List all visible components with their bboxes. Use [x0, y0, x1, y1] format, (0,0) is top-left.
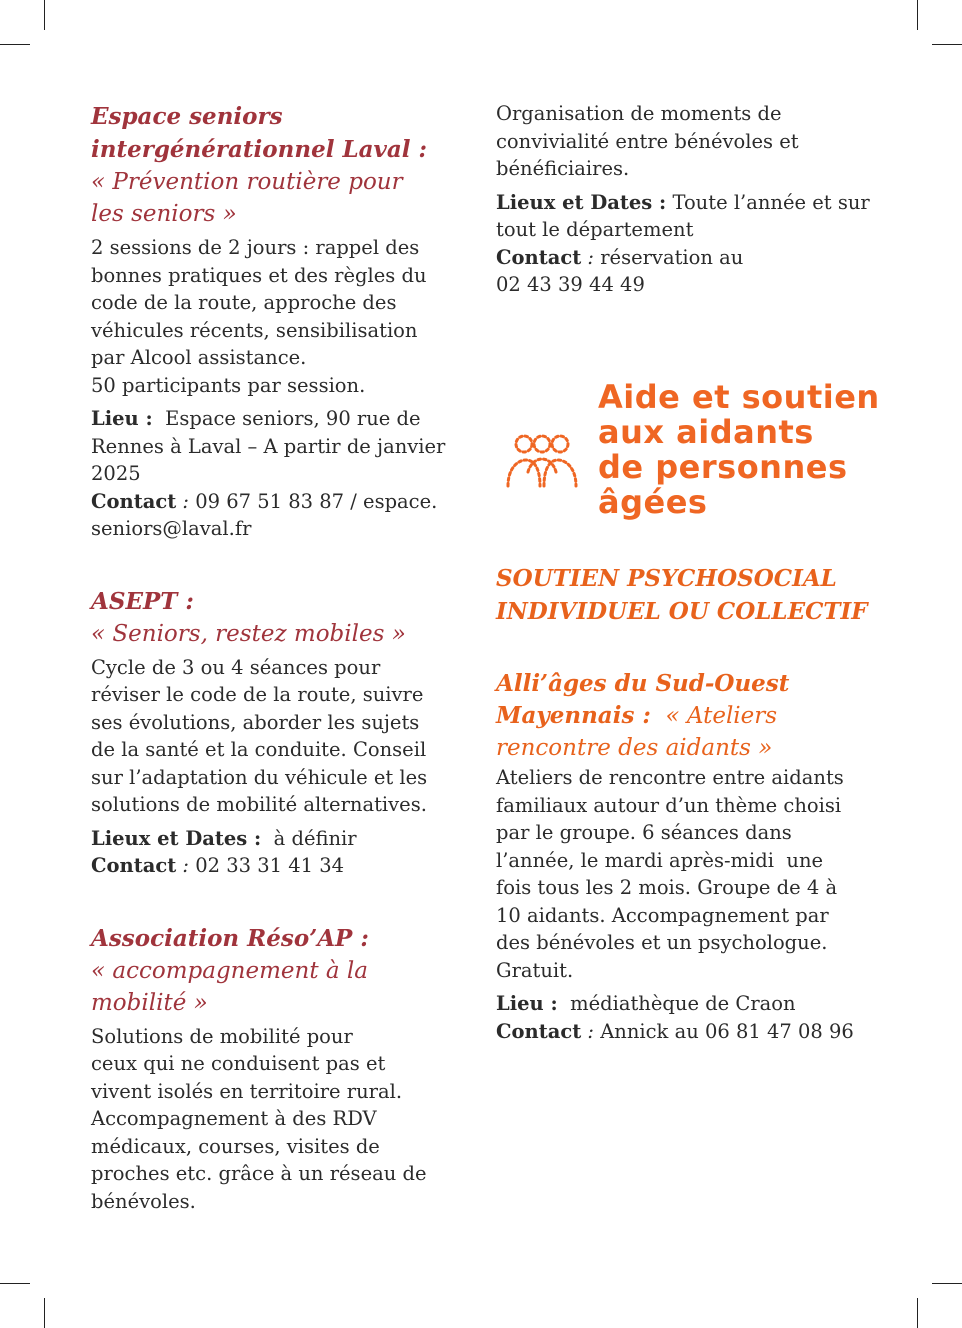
text-line: fois tous les 2 mois. Groupe de 4 à	[496, 876, 838, 899]
espace-title	[91, 100, 466, 166]
text-line: sur l’adaptation du véhicule et les	[91, 765, 428, 789]
text-line: ses évolutions, aborder les sujets	[91, 710, 420, 734]
text-line: véhicules récents, sensibilisation	[91, 318, 418, 342]
crop-mark	[0, 44, 30, 45]
espace-seniors-block	[91, 100, 466, 543]
alliages-info	[496, 990, 876, 1045]
lieux-label: Lieux et Dates :	[91, 826, 262, 850]
alliages-title-line2: Mayennais :	[496, 702, 651, 729]
text-line: bénévoles.	[91, 1189, 196, 1213]
espace-title-line2: intergénérationnel Laval :	[91, 136, 428, 163]
crop-mark	[44, 0, 45, 30]
reso-title: Association Réso’AP :	[91, 924, 369, 952]
contact-sep: :	[581, 1019, 601, 1043]
text-line: 50 participants par session.	[91, 373, 366, 397]
contact-label: Contact	[496, 245, 582, 269]
reso-subtitle-line1: « accompagnement à la	[91, 957, 368, 984]
text-line: 10 aidants. Accompagnement par	[496, 903, 829, 927]
text-line: Organisation de moments de	[496, 102, 782, 125]
text-line: Accompagnement à des RDV	[91, 1107, 377, 1130]
section-title-line: Aide et soutien	[598, 378, 880, 416]
espace-description	[91, 234, 466, 399]
espace-subtitle	[91, 166, 466, 230]
right-top-info	[496, 189, 876, 299]
alliages-description	[496, 764, 876, 984]
text-line: ceux qui ne conduisent pas et	[91, 1052, 386, 1075]
asept-block	[91, 585, 466, 880]
contact-phone: 02 43 39 44 49	[496, 273, 645, 296]
text-line: convivialité entre bénévoles et	[496, 129, 799, 153]
asept-title: ASEPT :	[91, 587, 194, 615]
text-line: réviser le code de la route, suivre	[91, 683, 424, 706]
alliages-subtitle-line2: rencontre des aidants »	[496, 735, 773, 761]
text-line: médicaux, courses, visites de	[91, 1134, 380, 1158]
contact-value: réservation au	[600, 245, 744, 269]
lieu-label: Lieu :	[91, 407, 153, 430]
contact-sep: :	[176, 854, 196, 877]
subsection-line: SOUTIEN PSYCHOSOCIAL	[496, 565, 837, 592]
alliages-block	[496, 668, 876, 1045]
espace-title-line1: Espace seniors	[91, 103, 283, 130]
crop-mark	[44, 1298, 45, 1328]
espace-subtitle-line1: « Prévention routière pour	[91, 169, 403, 195]
text-line: Cycle de 3 ou 4 séances pour	[91, 655, 381, 679]
reso-subtitle	[91, 955, 466, 1019]
contact-sep: :	[176, 489, 196, 513]
section-title-line: de personnes	[598, 448, 848, 486]
lieu-value: 2025	[91, 462, 141, 485]
text-line: par Alcool assistance.	[91, 346, 307, 369]
text-line: Ateliers de rencontre entre aidants	[496, 766, 844, 789]
contact-label: Contact	[91, 489, 177, 513]
alliages-title	[496, 668, 876, 764]
lieu-value: Espace seniors, 90 rue de	[152, 407, 421, 430]
lieu-label: Lieu :	[496, 992, 558, 1015]
espace-subtitle-line2: les seniors »	[91, 201, 237, 227]
reso-subtitle-line2: mobilité »	[91, 989, 208, 1016]
text-line: Solutions de mobilité pour	[91, 1024, 353, 1048]
crop-mark	[0, 1283, 30, 1284]
asept-description	[91, 654, 466, 819]
lieux-value: à définir	[261, 826, 357, 850]
subsection-line: INDIVIDUEL OU COLLECTIF	[496, 598, 868, 625]
lieux-label: Lieux et Dates :	[496, 190, 667, 214]
section-header	[496, 380, 916, 530]
section-title-line: aux aidants	[598, 413, 814, 451]
reso-description	[91, 1023, 466, 1216]
contact-value: Annick au 06 81 47 08 96	[600, 1019, 854, 1043]
text-line: vivent isolés en territoire rural.	[91, 1079, 403, 1103]
text-line: des bénévoles et un psychologue.	[496, 931, 828, 954]
text-line: bonnes pratiques et des règles du	[91, 263, 427, 287]
lieux-value: Toute l’année et sur	[666, 190, 870, 214]
text-line: proches etc. grâce à un réseau de	[91, 1162, 427, 1185]
text-line: l’année, le mardi après-midi une	[496, 848, 824, 872]
text-line: solutions de mobilité alternatives.	[91, 793, 427, 816]
right-column-top	[496, 100, 876, 299]
right-top-description	[496, 100, 876, 183]
text-line: de la santé et la conduite. Conseil	[91, 738, 427, 761]
text-line: Gratuit.	[496, 958, 574, 982]
crop-mark	[932, 1283, 962, 1284]
section-title	[598, 380, 880, 520]
crop-mark	[932, 44, 962, 45]
alliages-subtitle-part: « Ateliers	[650, 703, 778, 729]
text-line: bénéficiaires.	[496, 157, 630, 180]
lieux-value: tout le département	[496, 218, 694, 241]
crop-mark	[917, 1298, 918, 1328]
text-line: code de la route, approche des	[91, 291, 397, 314]
contact-label: Contact	[496, 1019, 582, 1043]
asept-info	[91, 825, 466, 880]
contact-email[interactable]: seniors@laval.fr	[91, 517, 252, 540]
contact-sep: :	[581, 245, 601, 269]
espace-lieu	[91, 405, 466, 543]
contact-label: Contact	[91, 854, 177, 877]
reso-ap-block	[91, 922, 466, 1216]
text-line: par le groupe. 6 séances dans	[496, 821, 792, 844]
text-line: 2 sessions de 2 jours : rappel des	[91, 236, 420, 259]
asept-subtitle: « Seniors, restez mobiles »	[91, 620, 406, 647]
section-title-line: âgées	[598, 483, 708, 521]
lieu-value: médiathèque de Craon	[557, 992, 796, 1015]
subsection-title	[496, 562, 868, 628]
contact-value: 09 67 51 83 87 / espace.	[195, 489, 438, 513]
left-column	[91, 100, 466, 1257]
crop-mark	[917, 0, 918, 30]
text-line: familiaux autour d’un thème choisi	[496, 793, 842, 817]
people-group-icon	[504, 432, 580, 490]
alliages-title-line1: Alli’âges du Sud-Ouest	[496, 670, 790, 697]
lieu-value: Rennes à Laval – A partir de janvier	[91, 434, 446, 458]
contact-value: 02 33 31 41 34	[195, 854, 345, 877]
